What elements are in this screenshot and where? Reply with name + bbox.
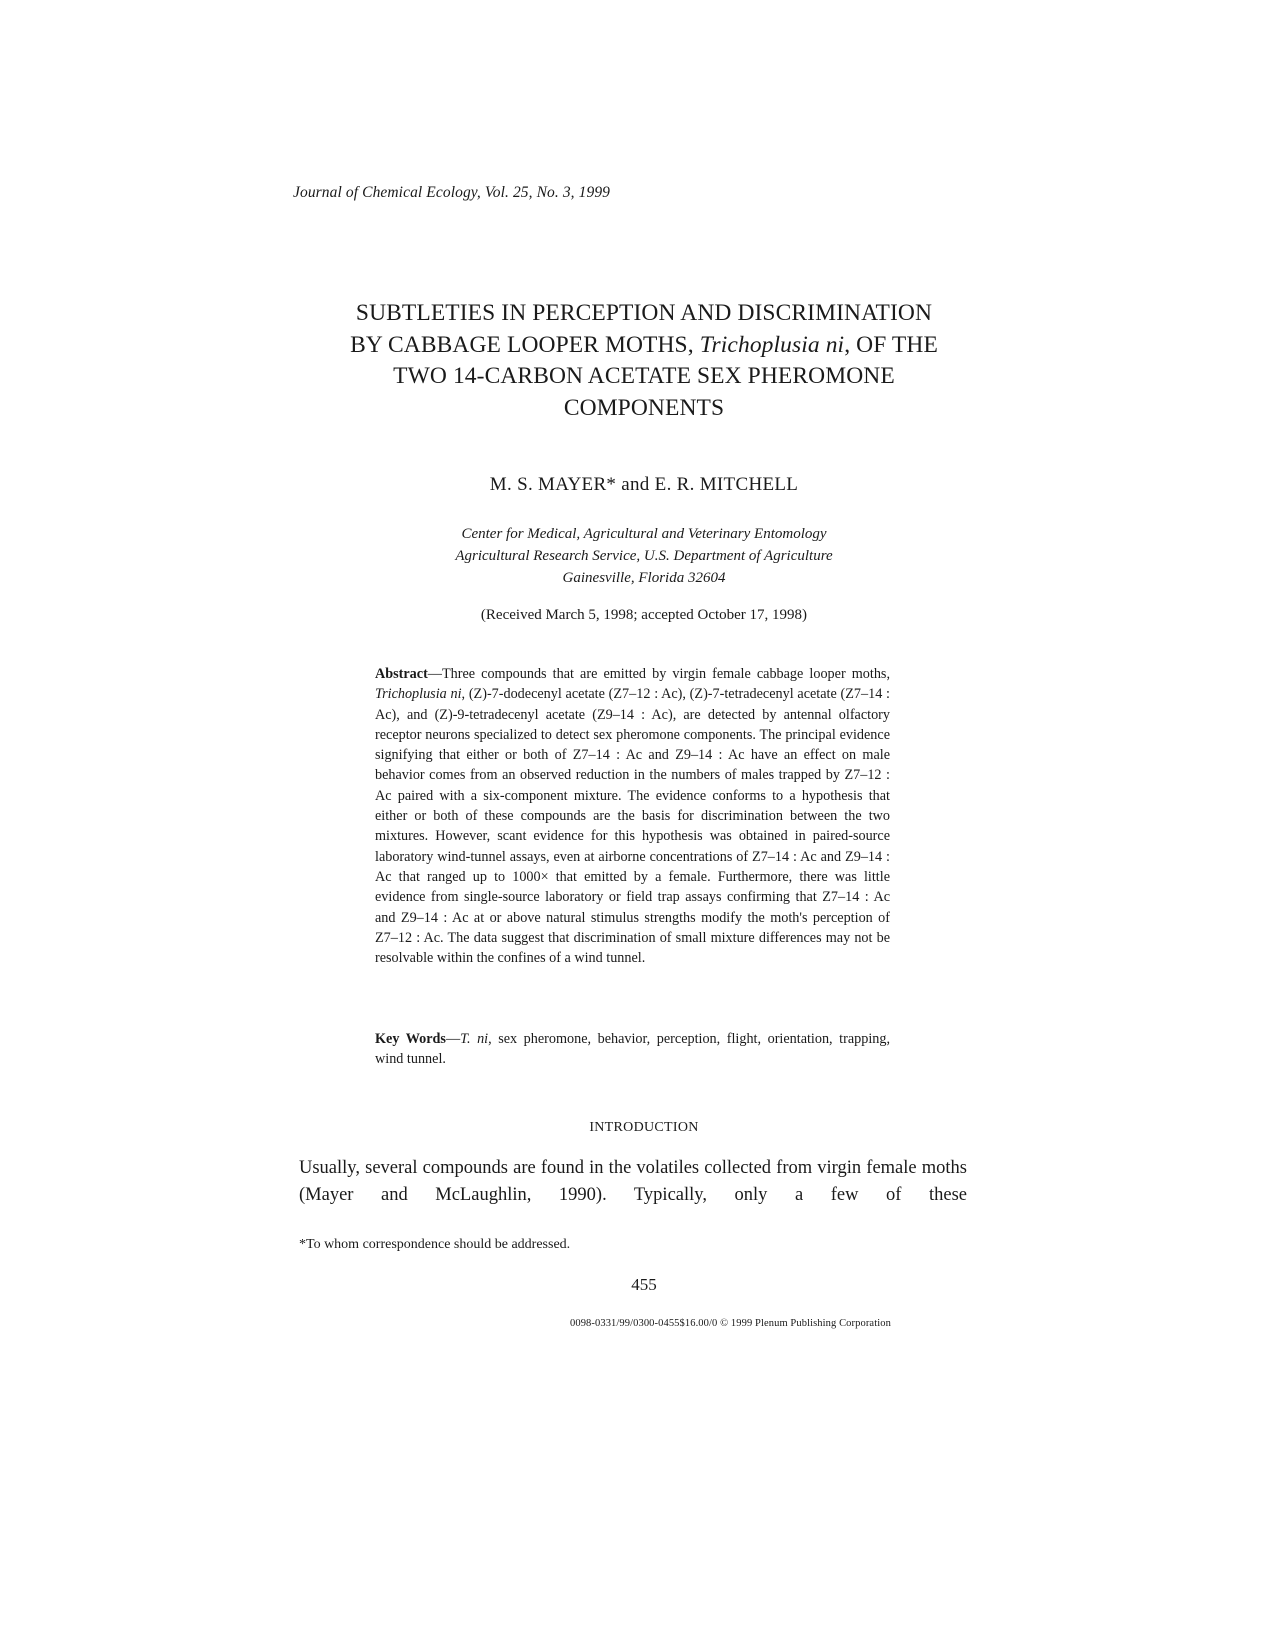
received-dates: (Received March 5, 1998; accepted October 17, 1998) xyxy=(480,607,808,623)
affiliation-line-1: Center for Medical, Agricultural and Veterinary Entomology xyxy=(461,526,827,542)
title-line-1: SUBTLETIES IN PERCEPTION AND DISCRIMINATION xyxy=(355,300,933,326)
title-line-4: COMPONENTS xyxy=(563,394,725,421)
title-line-3: TWO 14-CARBON ACETATE SEX PHEROMONE xyxy=(393,363,895,389)
abstract-text-1: —Three compounds that are emitted by virgin female cabbage looper moths, xyxy=(427,666,890,682)
title-line-2-suffix: , OF THE xyxy=(844,331,938,358)
keywords xyxy=(375,1029,890,1070)
keywords-dash: — xyxy=(445,1031,461,1047)
authors: M. S. MAYER* and E. R. MITCHELL xyxy=(489,474,799,495)
footnote: *To whom correspondence should be addressed. xyxy=(299,1237,571,1252)
title-line-2 xyxy=(240,330,1048,362)
affiliation-line-2: Agricultural Research Service, U.S. Department of Agriculture xyxy=(455,548,833,564)
abstract-label: Abstract xyxy=(375,666,428,682)
keywords-species: T. ni xyxy=(460,1031,489,1047)
title-line-2-prefix: BY CABBAGE LOOPER MOTHS, xyxy=(350,331,700,358)
copyright-line: 0098-0331/99/0300-0455$16.00/0 © 1999 Plenum Publishing Corporation xyxy=(570,1318,891,1329)
abstract-species: Trichoplusia ni xyxy=(375,686,462,703)
keywords-label: Key Words xyxy=(375,1031,446,1047)
section-heading-introduction: INTRODUCTION xyxy=(589,1120,699,1135)
abstract xyxy=(375,664,890,968)
affiliation xyxy=(240,523,1048,589)
abstract-text-2: , (Z)-7-dodecenyl acetate (Z7–12 : Ac), (Z)-7-tetradecenyl acetate (Z7–14 : Ac), and (Z)-9-tetradecenyl acetate (Z9–14 : Ac), are detected by antennal olfactory receptor neurons specialized to detect sex pheromone components. The principal evidence signifying that either or both of Z7–14 : Ac and Z9–14 : Ac have an effect on male behavior comes from an observed reduction in the numbers of males trapped by Z7–12 : Ac paired with a six-component mixture. The evidence conforms to a hypothesis that either or both of these compounds are the basis for discrimination between the two mixtures. However, scant evidence for this hypothesis was obtained in paired-source laboratory wind-tunnel assays, even at airborne concentrations of Z7–14 : Ac and Z9–14 : Ac that ranged up to 1000× that emitted by a female. Furthermore, there was little evidence from single-source laboratory or field trap assays confirming that Z7–14 : Ac and Z9–14 : Ac at or above natural stimulus strengths modify the moth's perception of Z7–12 : Ac. The data suggest that discrimination of small mixture differences may not be resolvable within the confines of a wind tunnel. xyxy=(375,686,890,967)
introduction-paragraph: Usually, several compounds are found in the volatiles collected from virgin female moths (Mayer and McLaughlin, 1990). Typically, only a few of these xyxy=(299,1158,967,1205)
paper-title xyxy=(240,298,1048,424)
keywords-text: , sex pheromone, behavior, perception, flight, orientation, trapping, wind tunnel. xyxy=(375,1031,890,1068)
journal-citation: Journal of Chemical Ecology, Vol. 25, No. 3, 1999 xyxy=(293,184,611,201)
affiliation-line-3: Gainesville, Florida 32604 xyxy=(562,570,726,586)
title-species: Trichoplusia ni xyxy=(699,331,845,358)
page-number: 455 xyxy=(631,1275,657,1294)
